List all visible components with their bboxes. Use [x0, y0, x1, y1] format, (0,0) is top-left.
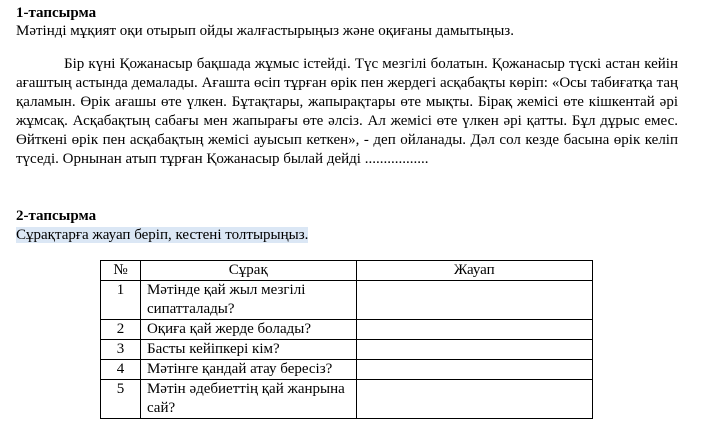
row-number: 4	[101, 360, 141, 380]
row-answer-cell[interactable]	[356, 380, 592, 419]
row-answer-cell[interactable]	[356, 320, 592, 340]
selected-text-highlight: Сұрақтарға жауап беріп, кестені толтырыңыз.	[16, 227, 309, 243]
task2-instruction	[16, 226, 308, 244]
table-row	[101, 340, 593, 360]
header-number: №	[101, 261, 141, 281]
row-number: 3	[101, 340, 141, 360]
row-question: Мәтін әдебиеттің қай жанрына сай?	[140, 380, 356, 419]
row-question: Басты кейіпкері кім?	[140, 340, 356, 360]
header-answer: Жауап	[356, 261, 592, 281]
task1-instruction: Мәтінді мұқият оқи отырып ойды жалғастырыңыз және оқиғаны дамытыңыз.	[16, 23, 514, 39]
table-row	[101, 320, 593, 340]
row-question: Мәтінге қандай атау бересіз?	[140, 360, 356, 380]
table-row	[101, 281, 593, 320]
row-question: Мәтінде қай жыл мезгілі сипатталады?	[140, 281, 356, 320]
story-paragraph: Бір күні Қожанасыр бақшада жұмыс істейді. Түс мезгілі болатын. Қожанасыр түскі астан кейін ағаштың астында демалады. Ағашта өсіп тұрған өрік пен жердегі асқабақты көріп: «Осы табиғатқа таң қаламын. Өрік ағашы өте үлкен. Бұтақтары, жапырақтары өте мықты. Бірақ жемісі өте кішкентай әрі жұмсақ. Асқабақтың сабағы мен жапырағы өте әлсіз. Ал жемісі өте үлкен әрі қатты. Бұл дұрыс емес. Өйткені өрік пен асқабақтың жемісі ауысып кеткен», - деп ойланады. Дәл сол кезде басына өрік келіп түседі. Орнынан атып тұрған Қожанасыр былай дейді .................	[16, 56, 678, 167]
row-question: Оқиға қай жерде болады?	[140, 320, 356, 340]
row-answer-cell[interactable]	[356, 360, 592, 380]
table-row	[101, 380, 593, 419]
row-answer-cell[interactable]	[356, 281, 592, 320]
task1-title: 1-тапсырма	[16, 5, 97, 21]
row-answer-cell[interactable]	[356, 340, 592, 360]
row-number: 1	[101, 281, 141, 320]
row-number: 5	[101, 380, 141, 419]
row-number: 2	[101, 320, 141, 340]
table-header-row	[101, 261, 593, 281]
table-row	[101, 360, 593, 380]
header-question: Сұрақ	[140, 261, 356, 281]
qa-table	[100, 260, 593, 419]
task2-title: 2-тапсырма	[16, 208, 97, 224]
